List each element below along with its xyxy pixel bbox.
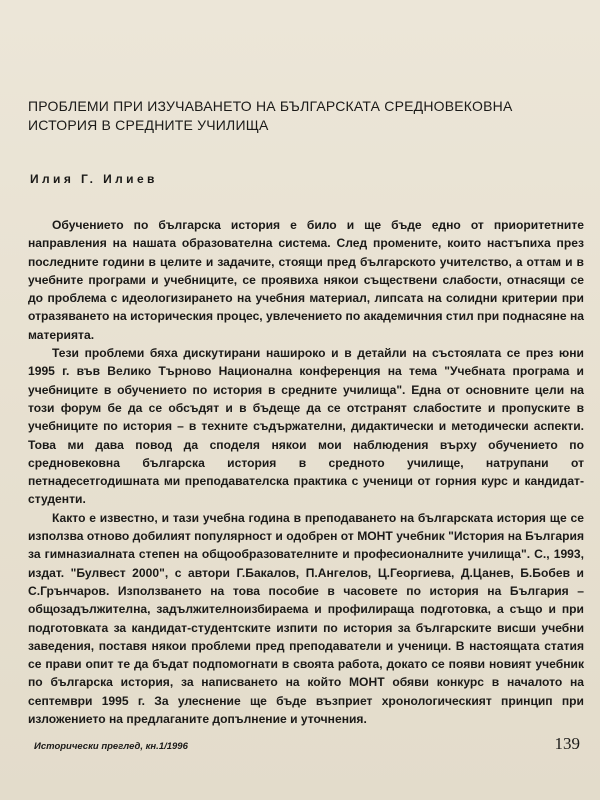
paragraph: Обучението по българска история е било и ще бъде едно от приоритетните направления на нашата образователна система. След промените, които настъпиха през последните години в целите и задачите, стоящи пред българското учителство, а оттам и в учебните програми и учебниците, се проявиха някои съществени слабости, отнасящи се до проблема с идеологизирането на учебния материал, липсата на солидни критерии при отразяването на историческия процес, увлечението по академичния стил при поднасяне на материята. (28, 218, 584, 342)
article-title (28, 97, 580, 135)
paragraph: Както е известно, и тази учебна година в преподаването на българската история ще се използва отново добилият популярност и одобрен от МОНТ учебник "История на България за гимназиалната степен на общообразователните и професионалните училища". С., 1993, издат. "Булвест 2000", с автори Г.Бакалов, П.Ангелов, Ц.Георгиева, Д.Цанев, Б.Бобев и С.Грънчаров. Използването на това пособие в часовете по история на България – общозадължителна, задължителноизбираема и профилираща подготовка, а също и при подготовката за кандидат-студентските изпити по история за българските висши учебни заведения, поставя някои проблеми пред преподаватели и ученици. В настоящата статия се прави опит те да бъдат подпомогнати в своята работа, докато се появи новият учебник по българска история, за написването на който МОНТ обяви конкурс в началото на септември 1995 г. За улеснение ще бъде възприет хронологическият принцип при изложението на предлаганите допълнение и уточнения. (28, 510, 584, 727)
page-number: 139 (554, 734, 580, 753)
journal-reference: Исторически преглед, кн.1/1996 (34, 741, 188, 752)
article-author: Илия Г. Илиев (30, 172, 158, 186)
paragraph: Тези проблеми бяха дискутирани нашироко и в детайли на състоялата се през юни 1995 г. във Велико Търново Национална конференция на тема "Учебната програма и учебниците в обучението по история в средните училища". Една от основните цели на този форум бе да се обсъдят и в бъдеще да се отстранят слабостите и пропуските в учебниците по история – в техните съдържателни, дидактически и методически аспекти. Това ми дава повод да споделя някои мои наблюдения върху обучението по средновековна българска история в средното училище, натрупани от петнадесетгодишната ми преподавателска практика с ученици от горния курс и кандидат-студенти. (28, 346, 584, 507)
article-body (28, 216, 584, 728)
article-title-line: ПРОБЛЕМИ ПРИ ИЗУЧАВАНЕТО НА БЪЛГАРСКАТА СРЕДНОВЕКОВНА (28, 98, 513, 114)
article-title-line: ИСТОРИЯ В СРЕДНИТЕ УЧИЛИЩА (28, 117, 269, 133)
